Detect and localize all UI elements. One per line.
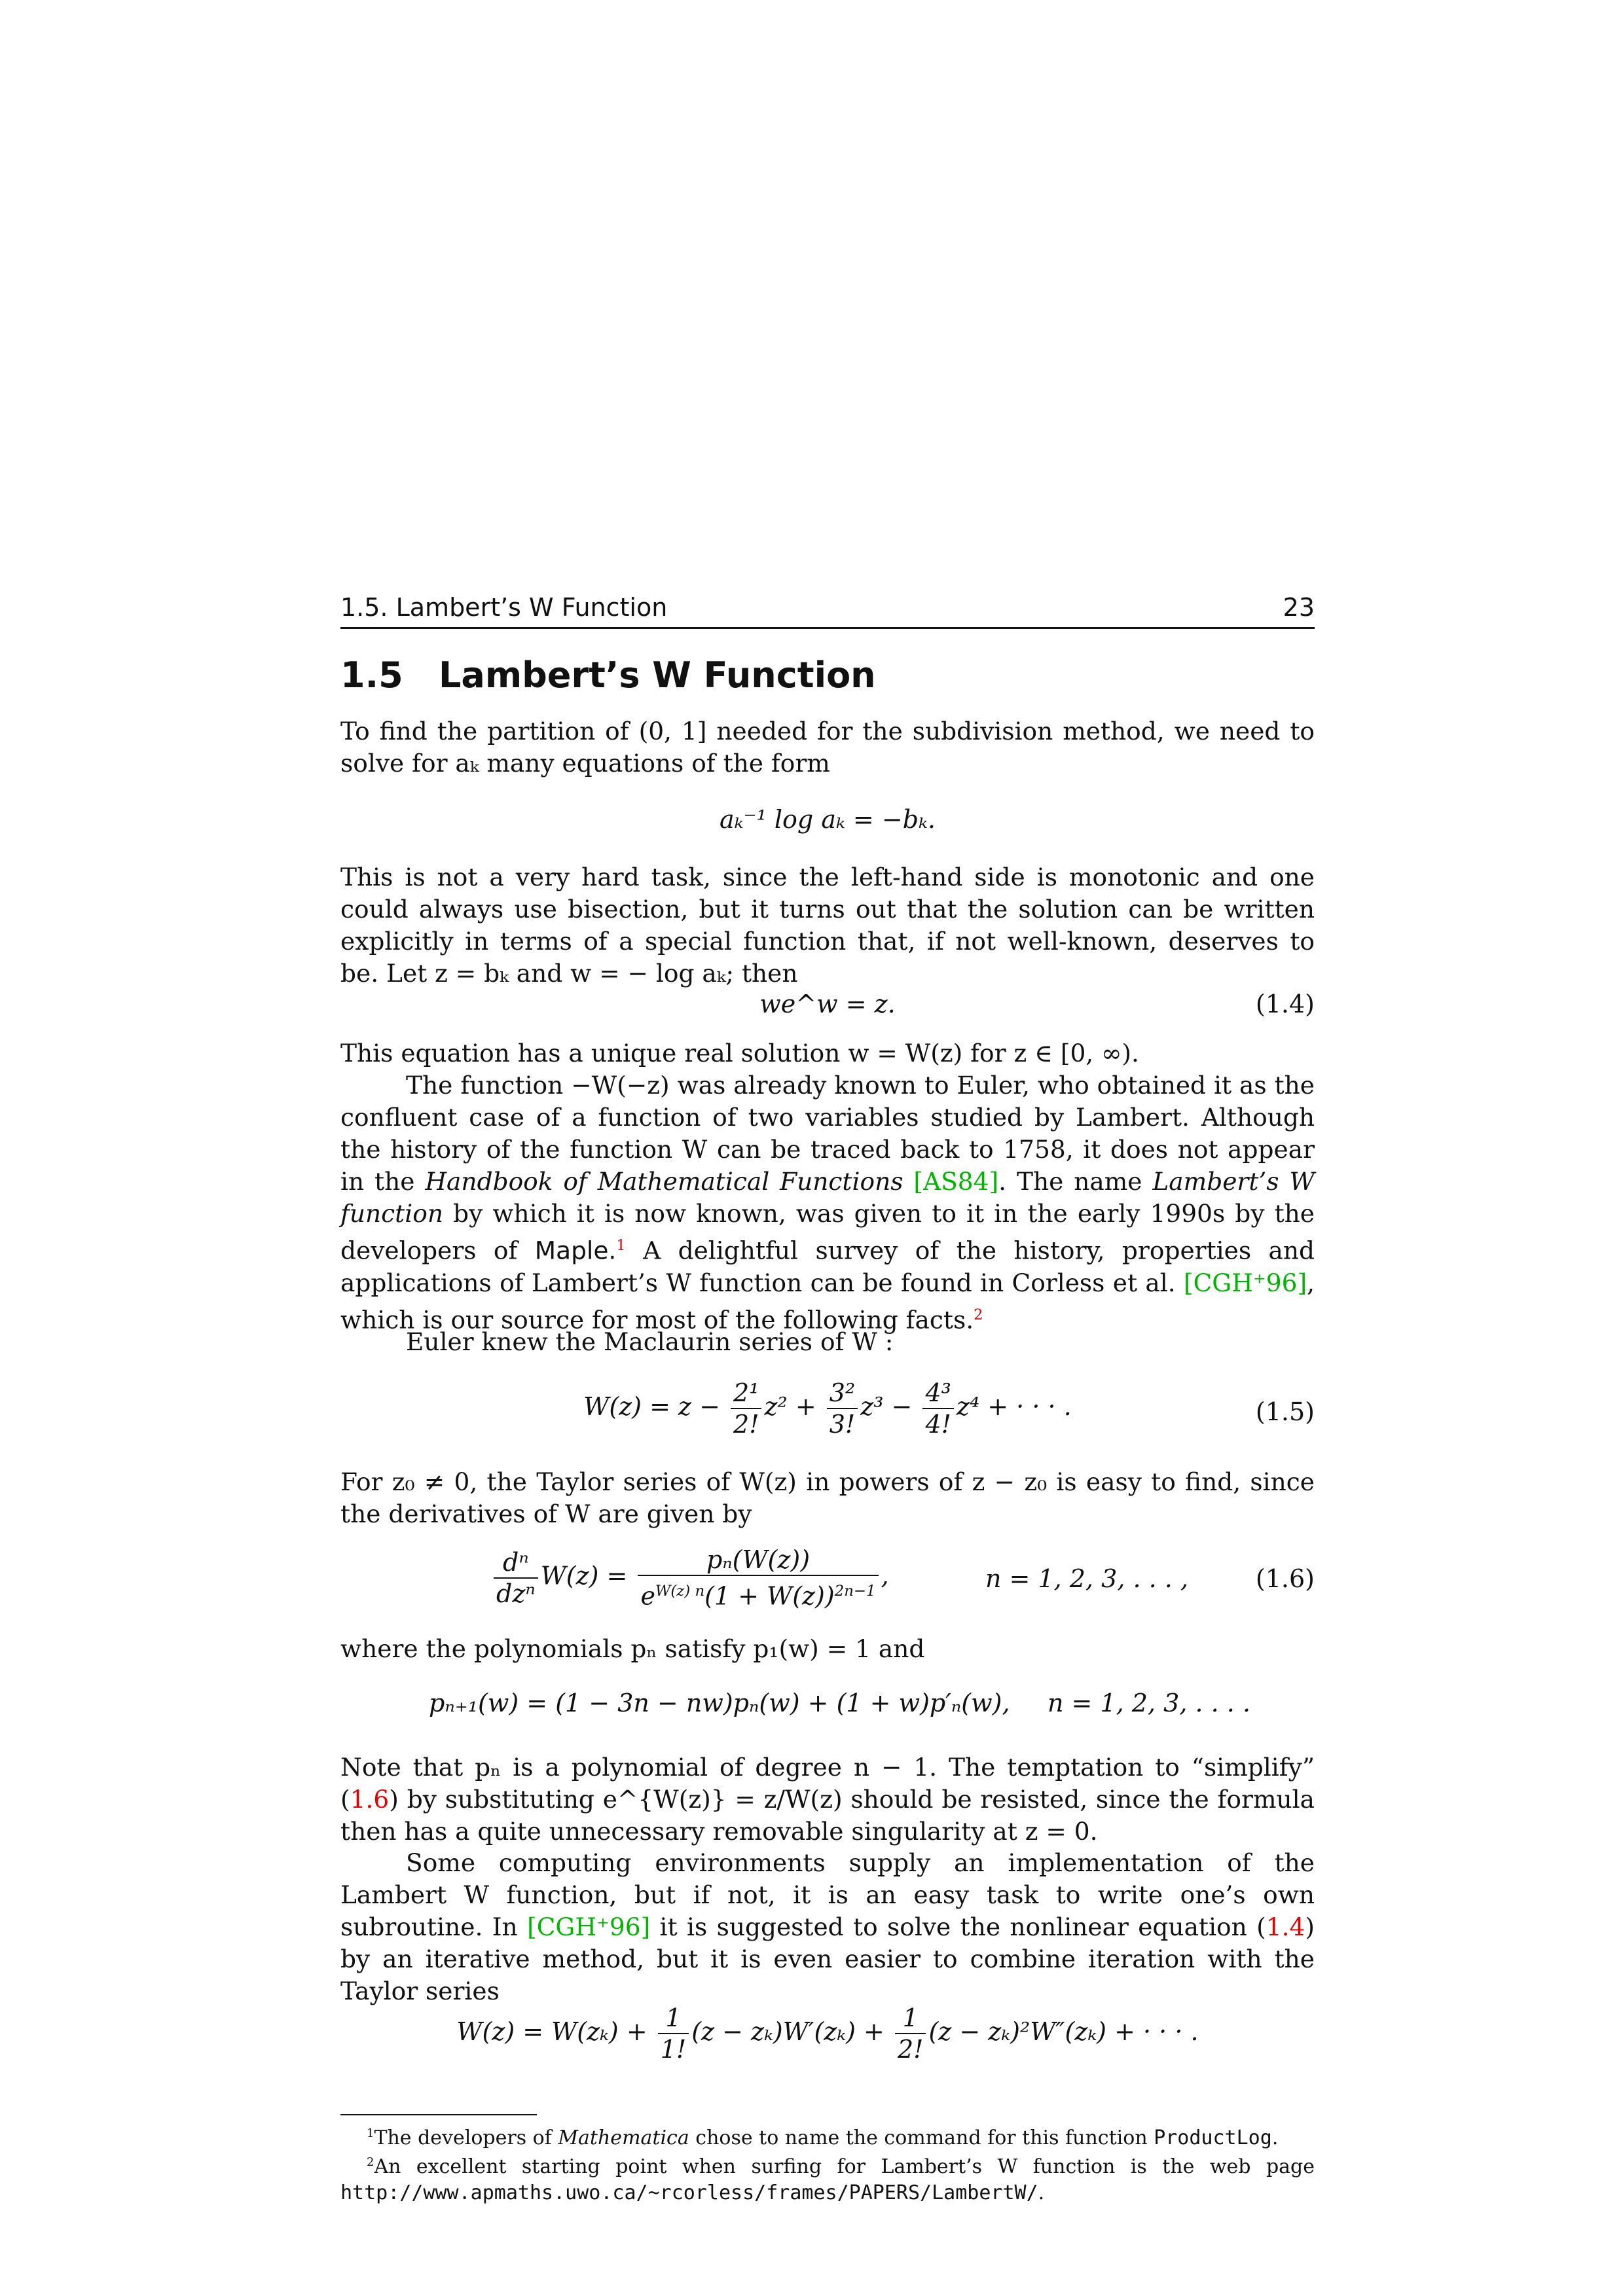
impl-text-a: Some computing environments supply an implementation of the Lambert W function, but if not, it is an easy task to write one’s own subroutine. In [340,1848,1315,1941]
mathematica-name: Mathematica [558,2126,689,2149]
equation-1-4-body: we^w = z. [759,990,896,1018]
equation-recurrence [340,1689,1315,1728]
footnote-2-mark: 2 [367,2155,374,2169]
history-text-e: , which is our source for most of the following facts. [340,1268,1315,1334]
equation-1-5-body: W(z) = z − $\frac{\text{2¹}}{2!}$ z² + $\frac{\text{3²}}{3!}$ z³ − $\frac{\text{4³}}{4!}$ z⁴ + · · · . [583,1378,1072,1439]
productlog-code: ProductLog [1154,2126,1272,2149]
impl-text-b: it is suggested to solve the nonlinear equation ( [650,1912,1266,1941]
ref-eq-1-6[interactable]: 1.6 [350,1785,390,1814]
section-title: Lambert’s W Function [439,655,876,696]
equation-taylor-body [456,2003,1199,2064]
equation-ak-body: aₖ⁻¹ log aₖ = −bₖ. [720,805,936,834]
footnote-1-mark: 1 [367,2126,374,2140]
history-text-a: The function −W(−z) was already known to Euler, who obtained it as the confluent case of a function of two variables studied by Lambert. Although the history of the function W can be traced back to 1758, it does not appear in the [340,1071,1315,1196]
equation-1-6-number: (1.6) [1255,1564,1315,1593]
paragraph-bisection: This is not a very hard task, since the left-hand side is monotonic and one could always use bisection, but it turns out that the solution can be written explicitly in terms of a special function that, if not well-known, deserves to be. Let z = bₖ and w = − log aₖ; then [340,863,1315,988]
equation-1-6 [340,1545,1315,1620]
citation-cgh96-2[interactable]: [CGH⁺96] [527,1912,651,1941]
equation-recurrence-range: n = 1, 2, 3, . . . . [1048,1689,1251,1717]
history-text-b: . The name [998,1167,1153,1196]
ref-eq-1-4[interactable]: 1.4 [1266,1912,1305,1941]
equation-1-6-body: $\frac{\text{dⁿ}}{\text{dzⁿ}}$ W(z) = $\frac{\text{pₙ(W(z))}}{e^{W(z) n}(1 + W(z))^{2n-1}}$ , [491,1545,889,1611]
fraction-dn-dzn: $\frac{\text{dⁿ}}{\text{dzⁿ}}$ [494,1547,538,1609]
footnote-1-text-a: The developers of [374,2126,558,2149]
impl-text-c: ) by an iterative method, but it is even easier to combine iteration with the Taylor series [340,1912,1315,2005]
paragraph-polynomials: where the polynomials pₙ satisfy p₁(w) = 1 and [340,1634,925,1663]
citation-as84[interactable]: [AS84] [913,1167,999,1196]
history-text-d: A delightful survey of the history, properties and applications of Lambert’s W function can be found in Corless et al. [340,1236,1315,1297]
footnote-1-text-c: . [1271,2126,1279,2149]
taylor-mid: (z − zₖ)W′(zₖ) + [691,2017,884,2046]
paragraph-unique-solution: This equation has a unique real solution w = W(z) for z ∈ [0, ∞). [340,1039,1139,1067]
history-text-c: by which it is now known, was given to it in the early 1990s by the developers of [340,1199,1315,1265]
fraction-term-2: $\frac{\text{2¹}}{2!}$ [731,1378,761,1439]
paragraph-implementation [340,1847,1315,2007]
note-text-b: ) by substituting e^{W(z)} = z/W(z) should be resisted, since the formula then has a quite unnecessary removable singularity at z = 0. [340,1785,1315,1846]
footnote-2-link[interactable]: 2 [974,1306,983,1323]
lambertw-url[interactable]: http://www.apmaths.uwo.ca/~rcorless/frames/PAPERS/LambertW/ [340,2181,1038,2204]
fraction-derivative: $\frac{\text{pₙ(W(z))}}{e^{W(z) n}(1 + W(z))^{2n-1}}$ [638,1545,878,1611]
fraction-1-over-2fact: $\frac{1}{2!}$ [895,2003,926,2064]
fraction-term-3: $\frac{\text{3²}}{3!}$ [827,1378,858,1439]
equation-1-4 [340,990,1315,1029]
equation-ak [340,805,1315,844]
paragraph-maclaurin: Euler knew the Maclaurin series of W : [406,1327,894,1356]
handbook-title: Handbook of Mathematical Functions [425,1167,903,1196]
footnote-2-text-a: An excellent starting point when surfing for Lambert’s W function is the web page [374,2155,1315,2178]
equation-recurrence-body: pₙ₊₁(w) = (1 − 3n − nw)pₙ(w) + (1 + w)p′ₙ(w), [429,1689,1010,1717]
equation-1-4-number: (1.4) [1255,990,1315,1018]
equation-taylor-series [340,2003,1315,2075]
paragraph-note [340,1751,1315,1848]
paragraph-taylor: For z₀ ≠ 0, the Taylor series of W(z) in powers of z − z₀ is easy to find, since the derivatives of W are given by [340,1467,1315,1528]
running-header [340,588,1315,629]
footnote-1-text-b: chose to name the command for this function [689,2126,1154,2149]
footnote-2 [340,2149,1315,2206]
footnote-1 [340,2121,1315,2151]
section-heading [340,655,876,696]
footnote-1-link[interactable]: 1 [616,1237,626,1254]
maple-name: Maple. [534,1236,617,1265]
equation-1-5-lhs: W(z) = z − [583,1391,720,1421]
running-header-title: 1.5. Lambert’s W Function [340,593,668,622]
equation-1-6-range: n = 1, 2, 3, . . . , [985,1564,1189,1593]
fraction-1-over-1fact: $\frac{1}{1!}$ [658,2003,689,2064]
page-number: 23 [1283,593,1315,622]
section-number: 1.5 [340,655,403,696]
paragraph-history [340,1069,1315,1336]
taylor-end: (z − zₖ)²W″(zₖ) + · · · . [928,2017,1199,2046]
footnote-2-text-b: . [1038,2181,1045,2204]
equation-1-5 [340,1378,1315,1450]
equation-1-5-number: (1.5) [1255,1397,1315,1426]
paragraph-intro: To find the partition of (0, 1] needed for the subdivision method, we need to solve for aₖ many equations of the form [340,717,1315,778]
footnote-divider [340,2114,537,2115]
fraction-term-4: $\frac{\text{4³}}{4!}$ [922,1378,953,1439]
note-text-a: Note that pₙ is a polynomial of degree n − 1. The temptation to “simplify” ( [340,1753,1315,1814]
lambert-w-name: Lambert’s W function [340,1167,1315,1228]
citation-cgh96[interactable]: [CGH⁺96] [1183,1268,1307,1297]
taylor-lhs: W(z) = W(zₖ) + [456,2017,647,2046]
